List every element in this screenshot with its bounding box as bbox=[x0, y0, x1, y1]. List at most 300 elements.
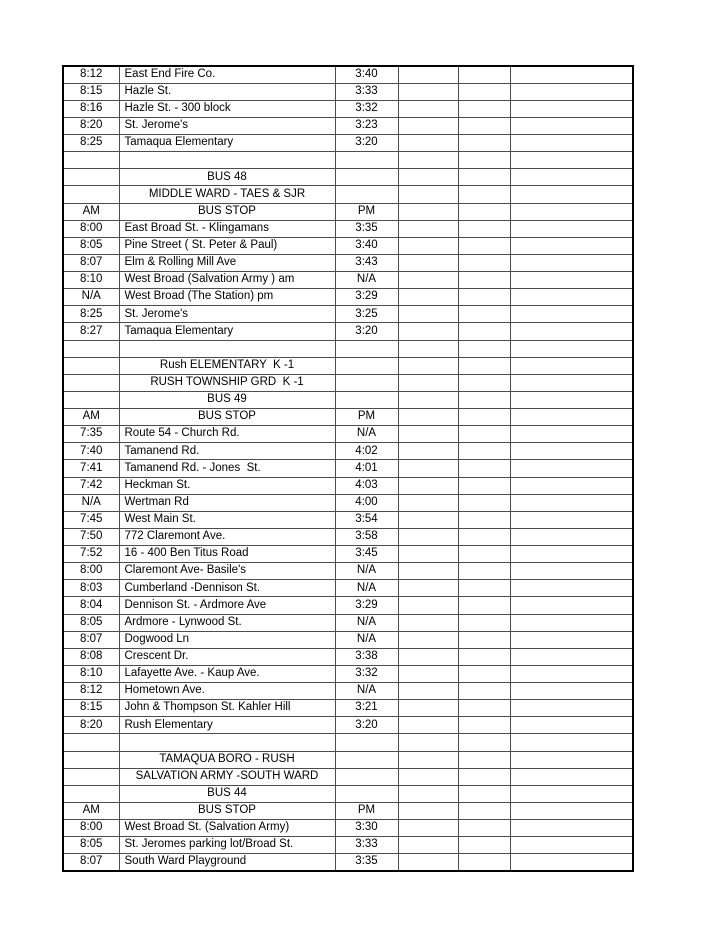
empty-cell bbox=[510, 83, 633, 100]
empty-cell bbox=[398, 391, 458, 408]
empty-cell bbox=[119, 340, 335, 357]
empty-cell bbox=[510, 391, 633, 408]
empty-cell bbox=[458, 100, 510, 117]
empty-cell bbox=[398, 409, 458, 426]
bus-stop-cell: Heckman St. bbox=[119, 477, 335, 494]
table-row bbox=[63, 477, 633, 494]
pm-time-cell: N/A bbox=[335, 426, 398, 443]
bus-stop-cell: St. Jeromes parking lot/Broad St. bbox=[119, 837, 335, 854]
am-time-cell: 8:05 bbox=[63, 614, 119, 631]
table-row bbox=[63, 683, 633, 700]
empty-cell bbox=[458, 631, 510, 648]
pm-time-cell: 3:33 bbox=[335, 83, 398, 100]
empty-cell bbox=[458, 648, 510, 665]
section-title-row bbox=[63, 169, 633, 186]
empty-cell bbox=[398, 203, 458, 220]
table-row bbox=[63, 494, 633, 511]
empty-cell bbox=[63, 340, 119, 357]
section-title-cell: RUSH TOWNSHIP GRD K -1 bbox=[119, 374, 335, 391]
empty-cell bbox=[458, 494, 510, 511]
bus-stop-cell: Pine Street ( St. Peter & Paul) bbox=[119, 237, 335, 254]
empty-cell bbox=[458, 614, 510, 631]
bus-stop-header-cell: BUS STOP bbox=[119, 409, 335, 426]
empty-cell bbox=[398, 117, 458, 134]
am-time-cell: 8:00 bbox=[63, 820, 119, 837]
pm-time-cell: 3:23 bbox=[335, 117, 398, 134]
table-row bbox=[63, 100, 633, 117]
bus-stop-cell: Lafayette Ave. - Kaup Ave. bbox=[119, 665, 335, 682]
empty-cell bbox=[458, 272, 510, 289]
empty-cell bbox=[398, 169, 458, 186]
empty-cell bbox=[335, 186, 398, 203]
empty-cell bbox=[458, 820, 510, 837]
empty-cell bbox=[398, 135, 458, 152]
section-title-row bbox=[63, 751, 633, 768]
empty-cell bbox=[458, 426, 510, 443]
table-row bbox=[63, 648, 633, 665]
pm-time-cell: 3:32 bbox=[335, 665, 398, 682]
section-title-cell: SALVATION ARMY -SOUTH WARD bbox=[119, 768, 335, 785]
empty-cell bbox=[510, 409, 633, 426]
empty-cell bbox=[510, 683, 633, 700]
schedule-body bbox=[63, 66, 633, 871]
table-row bbox=[63, 511, 633, 528]
empty-cell bbox=[510, 66, 633, 83]
am-time-cell: 8:25 bbox=[63, 135, 119, 152]
empty-cell bbox=[398, 802, 458, 819]
empty-cell bbox=[458, 357, 510, 374]
empty-cell bbox=[510, 443, 633, 460]
empty-cell bbox=[510, 306, 633, 323]
empty-cell bbox=[458, 254, 510, 271]
table-row bbox=[63, 254, 633, 271]
pm-header-cell: PM bbox=[335, 203, 398, 220]
empty-cell bbox=[458, 374, 510, 391]
table-row bbox=[63, 272, 633, 289]
empty-cell bbox=[63, 169, 119, 186]
empty-cell bbox=[398, 272, 458, 289]
am-time-cell: 7:40 bbox=[63, 443, 119, 460]
table-row bbox=[63, 597, 633, 614]
empty-cell bbox=[510, 563, 633, 580]
empty-cell bbox=[63, 751, 119, 768]
empty-cell bbox=[398, 614, 458, 631]
empty-cell bbox=[458, 717, 510, 734]
empty-cell bbox=[63, 768, 119, 785]
empty-cell bbox=[510, 580, 633, 597]
empty-cell bbox=[398, 580, 458, 597]
bus-stop-cell: West Main St. bbox=[119, 511, 335, 528]
empty-cell bbox=[398, 477, 458, 494]
empty-cell bbox=[398, 254, 458, 271]
empty-cell bbox=[63, 357, 119, 374]
empty-cell bbox=[398, 700, 458, 717]
table-row bbox=[63, 306, 633, 323]
empty-cell bbox=[458, 186, 510, 203]
empty-cell bbox=[63, 374, 119, 391]
empty-cell bbox=[458, 83, 510, 100]
empty-cell bbox=[510, 374, 633, 391]
empty-cell bbox=[458, 237, 510, 254]
empty-cell bbox=[398, 340, 458, 357]
empty-cell bbox=[398, 546, 458, 563]
empty-cell bbox=[510, 254, 633, 271]
pm-time-cell: 3:30 bbox=[335, 820, 398, 837]
empty-cell bbox=[458, 785, 510, 802]
pm-time-cell: 3:45 bbox=[335, 546, 398, 563]
empty-cell bbox=[458, 289, 510, 306]
empty-cell bbox=[458, 340, 510, 357]
empty-cell bbox=[398, 734, 458, 751]
empty-cell bbox=[335, 391, 398, 408]
section-title-cell: BUS 48 bbox=[119, 169, 335, 186]
empty-cell bbox=[458, 837, 510, 854]
bus-stop-cell: Hazle St. - 300 block bbox=[119, 100, 335, 117]
empty-cell bbox=[510, 289, 633, 306]
empty-cell bbox=[458, 700, 510, 717]
empty-cell bbox=[398, 494, 458, 511]
pm-time-cell: 3:25 bbox=[335, 306, 398, 323]
empty-cell bbox=[458, 443, 510, 460]
empty-cell bbox=[510, 357, 633, 374]
empty-cell bbox=[398, 717, 458, 734]
empty-cell bbox=[398, 768, 458, 785]
empty-cell bbox=[458, 734, 510, 751]
bus-stop-cell: 772 Claremont Ave. bbox=[119, 528, 335, 545]
pm-time-cell: 4:02 bbox=[335, 443, 398, 460]
table-row bbox=[63, 83, 633, 100]
bus-stop-cell: Hazle St. bbox=[119, 83, 335, 100]
empty-cell bbox=[458, 683, 510, 700]
am-time-cell: 8:00 bbox=[63, 220, 119, 237]
am-time-cell: 7:45 bbox=[63, 511, 119, 528]
am-time-cell: 8:27 bbox=[63, 323, 119, 340]
table-row bbox=[63, 546, 633, 563]
empty-cell bbox=[510, 734, 633, 751]
empty-cell bbox=[458, 169, 510, 186]
empty-cell bbox=[458, 854, 510, 871]
bus-stop-cell: Tamanend Rd. bbox=[119, 443, 335, 460]
pm-time-cell: 3:38 bbox=[335, 648, 398, 665]
pm-header-cell: PM bbox=[335, 802, 398, 819]
pm-time-cell: 3:32 bbox=[335, 100, 398, 117]
column-header-row bbox=[63, 409, 633, 426]
pm-time-cell: 3:35 bbox=[335, 220, 398, 237]
pm-time-cell: N/A bbox=[335, 683, 398, 700]
empty-cell bbox=[398, 683, 458, 700]
bus-stop-cell: Rush Elementary bbox=[119, 717, 335, 734]
empty-cell bbox=[398, 100, 458, 117]
empty-cell bbox=[510, 546, 633, 563]
pm-time-cell: 3:29 bbox=[335, 289, 398, 306]
section-title-row bbox=[63, 186, 633, 203]
bus-stop-cell: Route 54 - Church Rd. bbox=[119, 426, 335, 443]
empty-cell bbox=[458, 117, 510, 134]
bus-stop-cell: Tamaqua Elementary bbox=[119, 323, 335, 340]
column-header-row bbox=[63, 802, 633, 819]
am-time-cell: 8:10 bbox=[63, 272, 119, 289]
bus-stop-cell: Hometown Ave. bbox=[119, 683, 335, 700]
empty-cell bbox=[510, 237, 633, 254]
empty-cell bbox=[510, 117, 633, 134]
pm-time-cell: 3:43 bbox=[335, 254, 398, 271]
empty-cell bbox=[510, 751, 633, 768]
empty-cell bbox=[510, 700, 633, 717]
empty-cell bbox=[458, 135, 510, 152]
am-time-cell: 8:03 bbox=[63, 580, 119, 597]
pm-time-cell: 3:29 bbox=[335, 597, 398, 614]
section-title-row bbox=[63, 374, 633, 391]
table-row bbox=[63, 820, 633, 837]
empty-cell bbox=[335, 152, 398, 169]
empty-cell bbox=[510, 100, 633, 117]
empty-cell bbox=[510, 152, 633, 169]
empty-cell bbox=[63, 391, 119, 408]
bus-stop-header-cell: BUS STOP bbox=[119, 802, 335, 819]
empty-cell bbox=[398, 751, 458, 768]
bus-stop-cell: East Broad St. - Klingamans bbox=[119, 220, 335, 237]
am-time-cell: 7:41 bbox=[63, 460, 119, 477]
table-row bbox=[63, 700, 633, 717]
table-row bbox=[63, 580, 633, 597]
am-header-cell: AM bbox=[63, 409, 119, 426]
empty-cell bbox=[398, 357, 458, 374]
empty-cell bbox=[63, 785, 119, 802]
section-title-row bbox=[63, 391, 633, 408]
bus-stop-cell: John & Thompson St. Kahler Hill bbox=[119, 700, 335, 717]
empty-cell bbox=[458, 66, 510, 83]
am-time-cell: 8:12 bbox=[63, 683, 119, 700]
bus-stop-cell: East End Fire Co. bbox=[119, 66, 335, 83]
spacer-row bbox=[63, 734, 633, 751]
empty-cell bbox=[458, 751, 510, 768]
pm-time-cell: 3:35 bbox=[335, 854, 398, 871]
column-header-row bbox=[63, 203, 633, 220]
empty-cell bbox=[510, 717, 633, 734]
pm-time-cell: 4:01 bbox=[335, 460, 398, 477]
empty-cell bbox=[335, 751, 398, 768]
empty-cell bbox=[458, 528, 510, 545]
bus-stop-cell: Crescent Dr. bbox=[119, 648, 335, 665]
empty-cell bbox=[398, 66, 458, 83]
table-row bbox=[63, 665, 633, 682]
empty-cell bbox=[510, 597, 633, 614]
table-row bbox=[63, 443, 633, 460]
pm-time-cell: 4:00 bbox=[335, 494, 398, 511]
am-time-cell: 8:07 bbox=[63, 631, 119, 648]
table-row bbox=[63, 323, 633, 340]
table-row bbox=[63, 563, 633, 580]
table-row bbox=[63, 717, 633, 734]
am-time-cell: 8:07 bbox=[63, 254, 119, 271]
empty-cell bbox=[398, 83, 458, 100]
am-time-cell: 8:20 bbox=[63, 117, 119, 134]
pm-header-cell: PM bbox=[335, 409, 398, 426]
section-title-row bbox=[63, 768, 633, 785]
am-time-cell: 8:00 bbox=[63, 563, 119, 580]
empty-cell bbox=[458, 203, 510, 220]
pm-time-cell: 3:54 bbox=[335, 511, 398, 528]
bus-stop-cell: Ardmore - Lynwood St. bbox=[119, 614, 335, 631]
am-header-cell: AM bbox=[63, 802, 119, 819]
empty-cell bbox=[510, 203, 633, 220]
empty-cell bbox=[398, 511, 458, 528]
table-row bbox=[63, 66, 633, 83]
empty-cell bbox=[458, 802, 510, 819]
am-time-cell: 8:05 bbox=[63, 237, 119, 254]
empty-cell bbox=[510, 511, 633, 528]
empty-cell bbox=[398, 460, 458, 477]
pm-time-cell: 4:03 bbox=[335, 477, 398, 494]
empty-cell bbox=[398, 631, 458, 648]
spacer-row bbox=[63, 340, 633, 357]
am-time-cell: 8:12 bbox=[63, 66, 119, 83]
empty-cell bbox=[398, 426, 458, 443]
empty-cell bbox=[119, 152, 335, 169]
am-time-cell: 8:15 bbox=[63, 83, 119, 100]
am-time-cell: 7:35 bbox=[63, 426, 119, 443]
section-title-row bbox=[63, 785, 633, 802]
empty-cell bbox=[398, 665, 458, 682]
bus-stop-cell: Tamanend Rd. - Jones St. bbox=[119, 460, 335, 477]
empty-cell bbox=[510, 785, 633, 802]
pm-time-cell: N/A bbox=[335, 563, 398, 580]
bus-stop-cell: Cumberland -Dennison St. bbox=[119, 580, 335, 597]
empty-cell bbox=[510, 477, 633, 494]
spacer-row bbox=[63, 152, 633, 169]
empty-cell bbox=[510, 426, 633, 443]
empty-cell bbox=[510, 528, 633, 545]
pm-time-cell: 3:21 bbox=[335, 700, 398, 717]
table-row bbox=[63, 117, 633, 134]
table-row bbox=[63, 460, 633, 477]
table-row bbox=[63, 426, 633, 443]
empty-cell bbox=[510, 802, 633, 819]
am-time-cell: 7:42 bbox=[63, 477, 119, 494]
pm-time-cell: 3:33 bbox=[335, 837, 398, 854]
bus-stop-cell: Claremont Ave- Basile's bbox=[119, 563, 335, 580]
empty-cell bbox=[398, 323, 458, 340]
am-time-cell: 8:04 bbox=[63, 597, 119, 614]
empty-cell bbox=[398, 648, 458, 665]
empty-cell bbox=[458, 511, 510, 528]
empty-cell bbox=[398, 837, 458, 854]
table-row bbox=[63, 528, 633, 545]
empty-cell bbox=[510, 665, 633, 682]
empty-cell bbox=[510, 837, 633, 854]
empty-cell bbox=[63, 152, 119, 169]
empty-cell bbox=[510, 854, 633, 871]
empty-cell bbox=[335, 340, 398, 357]
empty-cell bbox=[458, 460, 510, 477]
empty-cell bbox=[510, 323, 633, 340]
bus-schedule-table bbox=[62, 65, 634, 872]
empty-cell bbox=[398, 374, 458, 391]
bus-stop-cell: West Broad (Salvation Army ) am bbox=[119, 272, 335, 289]
empty-cell bbox=[458, 323, 510, 340]
empty-cell bbox=[458, 665, 510, 682]
pm-time-cell: 3:20 bbox=[335, 135, 398, 152]
section-title-row bbox=[63, 357, 633, 374]
empty-cell bbox=[458, 220, 510, 237]
empty-cell bbox=[335, 768, 398, 785]
empty-cell bbox=[510, 135, 633, 152]
empty-cell bbox=[510, 220, 633, 237]
am-time-cell: 8:20 bbox=[63, 717, 119, 734]
empty-cell bbox=[398, 186, 458, 203]
am-time-cell: 8:15 bbox=[63, 700, 119, 717]
bus-stop-cell: Elm & Rolling Mill Ave bbox=[119, 254, 335, 271]
empty-cell bbox=[398, 289, 458, 306]
empty-cell bbox=[458, 391, 510, 408]
am-time-cell: 8:08 bbox=[63, 648, 119, 665]
empty-cell bbox=[510, 186, 633, 203]
bus-stop-cell: Tamaqua Elementary bbox=[119, 135, 335, 152]
table-row bbox=[63, 220, 633, 237]
empty-cell bbox=[510, 460, 633, 477]
bus-stop-cell: Dennison St. - Ardmore Ave bbox=[119, 597, 335, 614]
pm-time-cell: 3:58 bbox=[335, 528, 398, 545]
bus-stop-cell: St. Jerome's bbox=[119, 306, 335, 323]
pm-time-cell: 3:20 bbox=[335, 717, 398, 734]
section-title-cell: TAMAQUA BORO - RUSH bbox=[119, 751, 335, 768]
section-title-cell: MIDDLE WARD - TAES & SJR bbox=[119, 186, 335, 203]
empty-cell bbox=[335, 374, 398, 391]
empty-cell bbox=[335, 734, 398, 751]
pm-time-cell: 3:40 bbox=[335, 66, 398, 83]
empty-cell bbox=[510, 820, 633, 837]
empty-cell bbox=[458, 580, 510, 597]
empty-cell bbox=[458, 768, 510, 785]
table-row bbox=[63, 631, 633, 648]
empty-cell bbox=[510, 768, 633, 785]
empty-cell bbox=[398, 597, 458, 614]
pm-time-cell: 3:20 bbox=[335, 323, 398, 340]
empty-cell bbox=[398, 528, 458, 545]
am-time-cell: N/A bbox=[63, 289, 119, 306]
bus-stop-cell: West Broad (The Station) pm bbox=[119, 289, 335, 306]
am-time-cell: 7:52 bbox=[63, 546, 119, 563]
pm-time-cell: 3:40 bbox=[335, 237, 398, 254]
am-time-cell: 7:50 bbox=[63, 528, 119, 545]
am-header-cell: AM bbox=[63, 203, 119, 220]
empty-cell bbox=[63, 186, 119, 203]
table-row bbox=[63, 135, 633, 152]
empty-cell bbox=[458, 409, 510, 426]
empty-cell bbox=[335, 357, 398, 374]
empty-cell bbox=[510, 648, 633, 665]
empty-cell bbox=[398, 443, 458, 460]
empty-cell bbox=[335, 169, 398, 186]
empty-cell bbox=[510, 631, 633, 648]
table-row bbox=[63, 854, 633, 871]
empty-cell bbox=[398, 785, 458, 802]
empty-cell bbox=[510, 614, 633, 631]
am-time-cell: N/A bbox=[63, 494, 119, 511]
empty-cell bbox=[510, 494, 633, 511]
am-time-cell: 8:10 bbox=[63, 665, 119, 682]
table-row bbox=[63, 237, 633, 254]
empty-cell bbox=[458, 546, 510, 563]
bus-stop-cell: St. Jerome's bbox=[119, 117, 335, 134]
pm-time-cell: N/A bbox=[335, 631, 398, 648]
table-row bbox=[63, 837, 633, 854]
bus-stop-cell: Dogwood Ln bbox=[119, 631, 335, 648]
am-time-cell: 8:16 bbox=[63, 100, 119, 117]
section-title-cell: Rush ELEMENTARY K -1 bbox=[119, 357, 335, 374]
empty-cell bbox=[458, 152, 510, 169]
empty-cell bbox=[398, 152, 458, 169]
